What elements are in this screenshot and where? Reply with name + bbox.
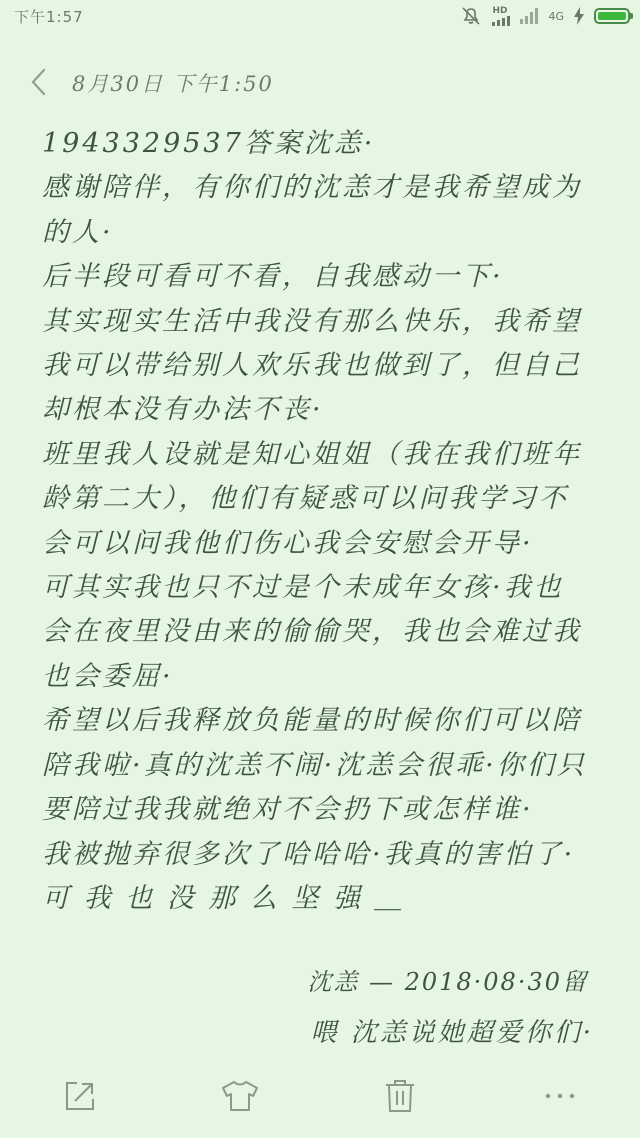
note-line: 班里我人设就是知心姐姐（我在我们班年 xyxy=(42,438,582,470)
note-line: 会可以问我他们伤心我会安慰会开导· xyxy=(42,527,534,559)
note-postscript: 喂 沈恙说她超爱你们· xyxy=(310,1018,594,1048)
note-line: 要陪过我我就绝对不会扔下或怎样谁· xyxy=(42,794,534,826)
charging-icon xyxy=(574,6,584,26)
status-icons xyxy=(460,6,630,26)
more-icon xyxy=(543,1091,577,1101)
more-button[interactable] xyxy=(536,1072,584,1120)
hd-signal-icon xyxy=(492,6,510,26)
note-line: 可 我 也 没 那 么 坚 强 ＿ xyxy=(42,882,405,914)
note-line: 龄第二大），他们有疑惑可以问我学习不 xyxy=(42,483,569,515)
note-line: 却根本没有办法不丧· xyxy=(42,394,324,426)
note-line: 希望以后我释放负能量的时候你们可以陪 xyxy=(42,705,582,737)
tshirt-icon xyxy=(220,1079,260,1113)
note-line: 我被抛弃很多次了哈哈哈·我真的害怕了· xyxy=(42,838,576,870)
status-time: 下午1:57 xyxy=(14,8,84,26)
share-icon xyxy=(63,1079,97,1113)
note-line: 的人· xyxy=(42,216,114,248)
signal-icon xyxy=(520,6,538,26)
delete-button[interactable] xyxy=(376,1072,424,1120)
mute-alarm-icon xyxy=(460,6,482,26)
note-line: 可其实我也只不过是个未成年女孩·我也 xyxy=(42,572,564,604)
trash-icon xyxy=(383,1078,417,1114)
note-content[interactable] xyxy=(42,122,602,921)
network-4g-icon: 4G xyxy=(548,9,564,23)
bottom-toolbar xyxy=(0,1060,640,1130)
note-line: 感谢陪伴，有你们的沈恙才是我希望成为 xyxy=(42,172,582,204)
note-line: 陪我啦·真的沈恙不闹·沈恙会很乖·你们只 xyxy=(42,749,587,781)
status-bar xyxy=(0,0,640,36)
note-line: 1943329537答案沈恙· xyxy=(42,128,376,159)
note-date: 8月30日 下午1:50 xyxy=(72,72,274,96)
note-signature: 沈恙 — 2018·08·30留 xyxy=(307,968,588,996)
battery-icon xyxy=(594,6,630,26)
note-line: 也会委屈· xyxy=(42,660,174,692)
chevron-left-icon xyxy=(29,67,47,97)
note-header xyxy=(0,60,640,104)
back-button[interactable] xyxy=(22,64,54,100)
note-line: 其实现实生活中我没有那么快乐，我希望 xyxy=(42,305,582,337)
theme-button[interactable] xyxy=(216,1072,264,1120)
hd-label: HD xyxy=(492,6,508,16)
share-button[interactable] xyxy=(56,1072,104,1120)
note-line: 我可以带给别人欢乐我也做到了，但自己 xyxy=(42,350,582,382)
note-line: 会在夜里没由来的偷偷哭，我也会难过我 xyxy=(42,616,582,648)
note-line: 后半段可看可不看，自我感动一下· xyxy=(42,261,504,293)
